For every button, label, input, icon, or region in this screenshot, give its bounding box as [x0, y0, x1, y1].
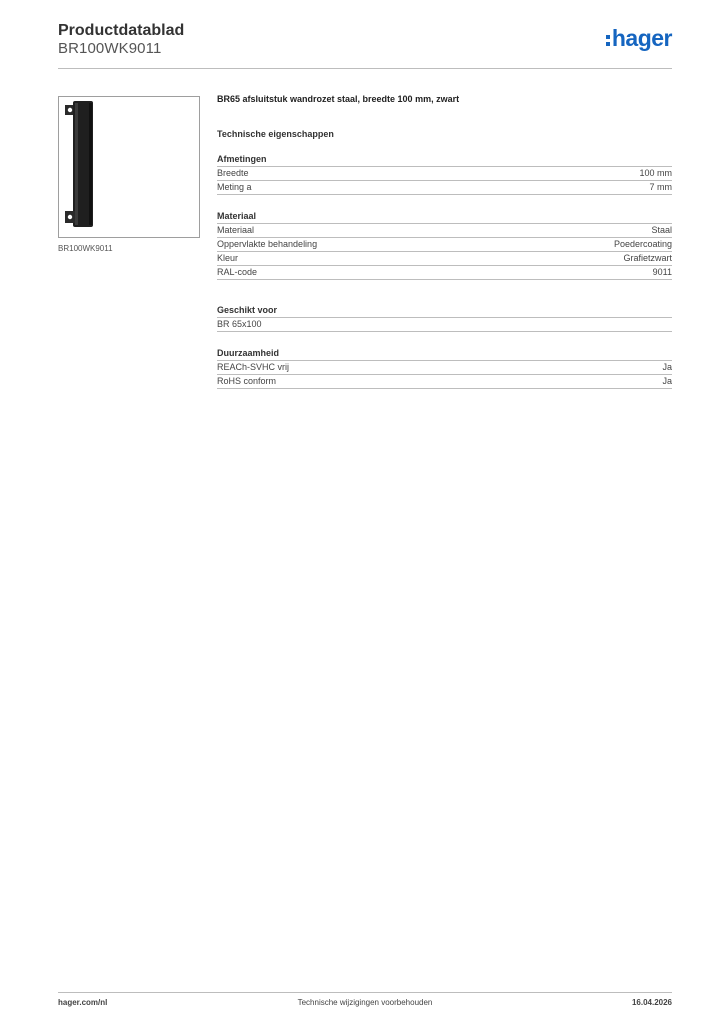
- logo-dots-icon: [606, 35, 610, 46]
- spec-row: [217, 318, 672, 332]
- product-code-heading: BR100WK9011: [58, 40, 162, 57]
- group-title: Materiaal: [217, 211, 672, 224]
- group-title: Duurzaamheid: [217, 348, 672, 361]
- specifications: [217, 94, 672, 405]
- technical-properties-heading: Technische eigenschappen: [217, 129, 334, 139]
- spec-row: [217, 238, 672, 252]
- group-title: Geschikt voor: [217, 305, 672, 318]
- spec-value: Grafietzwart: [623, 253, 672, 263]
- product-end-cap-image: [59, 97, 199, 237]
- spec-label: BR 65x100: [217, 319, 262, 329]
- document-type-title: Productdatablad: [58, 22, 185, 39]
- spec-label: REACh-SVHC vrij: [217, 362, 290, 372]
- spec-label: Materiaal: [217, 225, 255, 235]
- spec-label: Oppervlakte behandeling: [217, 239, 318, 249]
- spec-row: [217, 266, 672, 280]
- spec-row: [217, 181, 672, 195]
- group-suitable-for: [217, 305, 672, 332]
- product-description: BR65 afsluitstuk wandrozet staal, breedte 100 mm, zwart: [217, 94, 460, 104]
- spec-row: [217, 375, 672, 389]
- spec-value: 9011: [652, 267, 672, 277]
- product-image: [58, 96, 200, 238]
- spec-label: Breedte: [217, 168, 249, 178]
- hager-logo[interactable]: [606, 24, 672, 52]
- spec-value: Ja: [662, 362, 672, 372]
- website-link[interactable]: hager.com/nl: [58, 998, 108, 1007]
- spec-label: RAL-code: [217, 267, 258, 277]
- group-dimensions: [217, 154, 672, 195]
- spec-row: [217, 167, 672, 181]
- logo-text: hager: [611, 24, 672, 51]
- header-divider: [58, 68, 672, 69]
- spec-value: Poedercoating: [613, 239, 672, 249]
- spec-label: Meting a: [217, 182, 252, 192]
- spec-label: RoHS conform: [217, 376, 277, 386]
- spec-value: 7 mm: [649, 182, 672, 192]
- spec-value: Ja: [662, 376, 672, 386]
- spec-row: [217, 361, 672, 375]
- image-caption: BR100WK9011: [58, 244, 113, 253]
- footer-divider: [58, 992, 672, 993]
- document-date: 16.04.2026: [631, 998, 672, 1007]
- spec-label: Kleur: [217, 253, 239, 263]
- group-sustainability: [217, 348, 672, 389]
- group-title: Afmetingen: [217, 154, 672, 167]
- group-material: [217, 211, 672, 280]
- spec-row: [217, 252, 672, 266]
- disclaimer-text: Technische wijzigingen voorbehouden: [297, 998, 433, 1007]
- spec-row: [217, 224, 672, 238]
- spec-value: 100 mm: [639, 168, 672, 178]
- spec-value: Staal: [651, 225, 672, 235]
- page-header: [58, 20, 672, 68]
